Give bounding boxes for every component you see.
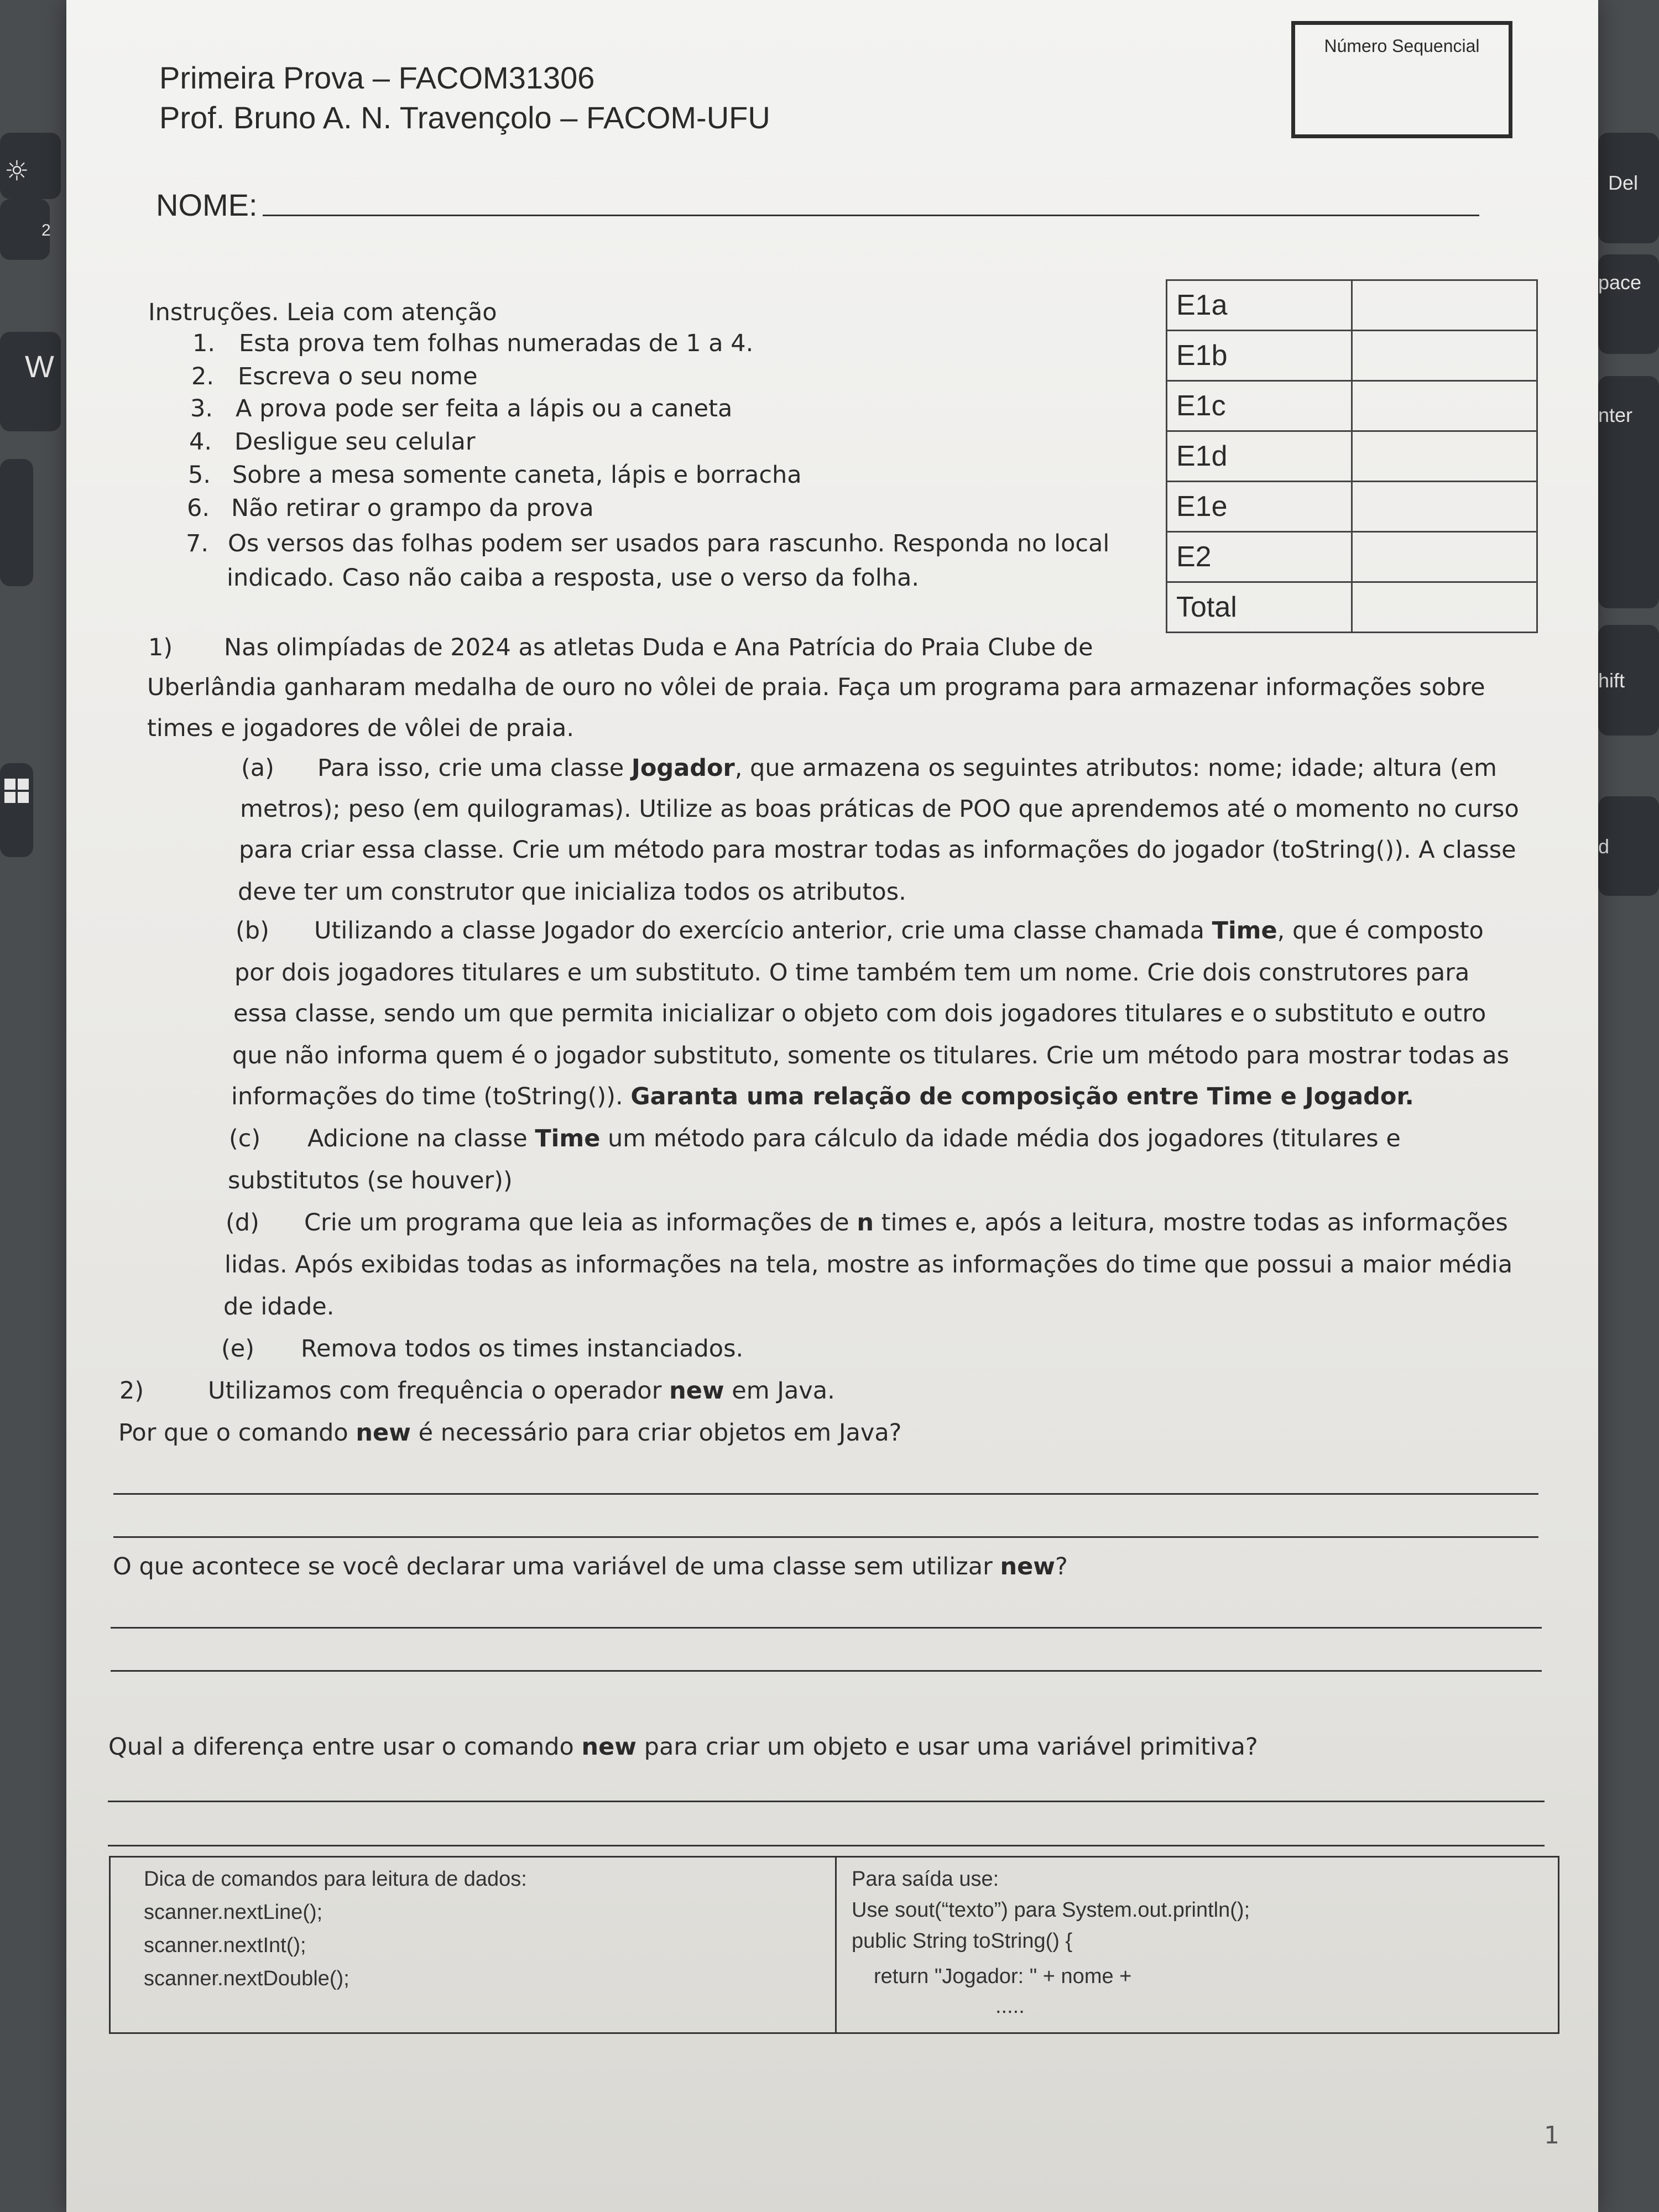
grade-row: [1167, 582, 1537, 633]
instruction-num: 4.: [189, 428, 212, 456]
instruction-text: Esta prova tem folhas numeradas de 1 a 4.: [239, 330, 754, 357]
hint-box: [109, 1856, 1559, 2034]
sequence-number-box[interactable]: [1291, 21, 1512, 138]
windows-icon: [4, 779, 30, 809]
key-label-2: 2: [41, 221, 51, 239]
q1b-line: essa classe, sendo um que permita inicializar o objeto com dois jogadores titulares e o substituto e outro: [233, 1000, 1486, 1027]
q1c-line: substitutos (se houver)): [228, 1167, 513, 1194]
keyboard-right-key: [1598, 376, 1659, 608]
hint-right-line: .....: [995, 1995, 1025, 2018]
instruction-text: Desligue seu celular: [234, 428, 476, 456]
q1-number: 1): [148, 634, 173, 661]
grade-row: [1167, 532, 1537, 582]
name-field[interactable]: [263, 215, 1479, 216]
grade-row: [1167, 431, 1537, 482]
q1d-line: lidas. Após exibidas todas as informações na tela, mostre as informações do time que possui a maior média: [225, 1251, 1513, 1279]
grade-label: E2: [1167, 532, 1352, 582]
keyboard-right-key: [1598, 133, 1659, 243]
hint-left-line: scanner.nextLine();: [144, 1901, 323, 1924]
key-label-del: Del: [1608, 171, 1639, 194]
q1d-tag: (d): [226, 1209, 259, 1237]
answer-line[interactable]: [111, 1627, 1542, 1629]
grade-cell[interactable]: [1352, 280, 1537, 331]
q1c-tag: (c): [229, 1125, 261, 1152]
grade-cell[interactable]: [1352, 582, 1537, 633]
grade-label: E1d: [1167, 431, 1352, 482]
grade-label: E1c: [1167, 381, 1352, 431]
q2-question: Por que o comando new é necessário para criar objetos em Java?: [118, 1419, 902, 1447]
q1a-line: para criar essa classe. Crie um método para mostrar todas as informações do jogador (toString()). A classe: [239, 836, 1516, 864]
q1b-tag: (b): [236, 917, 269, 945]
key-label-enter: nter: [1598, 404, 1633, 426]
keyboard-left-key: [0, 763, 33, 857]
hint-right-line: Use sout(“texto”) para System.out.println();: [852, 1898, 1250, 1922]
grade-cell[interactable]: [1352, 331, 1537, 381]
professor-line: Prof. Bruno A. N. Travençolo – FACOM-UFU: [159, 100, 770, 135]
q2-question: O que acontece se você declarar uma variável de uma classe sem utilizar new?: [113, 1553, 1068, 1580]
keyboard-left-key: [0, 332, 61, 431]
instruction-num: 7.: [186, 530, 209, 557]
instruction-text: Escreva o seu nome: [238, 363, 478, 390]
q1a-line: metros); peso (em quilogramas). Utilize as boas práticas de POO que aprendemos até o momento no curso: [240, 795, 1519, 823]
grade-cell[interactable]: [1352, 381, 1537, 431]
keyboard-right-key: [1598, 625, 1659, 735]
instruction-num: 6.: [187, 494, 210, 522]
q1d-line: de idade.: [223, 1293, 335, 1321]
q1b-line: que não informa quem é o jogador substituto, somente os titulares. Crie um método para mostrar todas as: [232, 1042, 1510, 1070]
q2-question: Qual a diferença entre usar o comando new para criar um objeto e usar uma variável primitiva?: [108, 1733, 1258, 1761]
grade-cell[interactable]: [1352, 532, 1537, 582]
answer-line[interactable]: [111, 1670, 1542, 1672]
hint-right-title: Para saída use:: [852, 1867, 999, 1891]
sun-icon: ☼: [4, 155, 29, 187]
hint-left-line: scanner.nextInt();: [144, 1934, 306, 1957]
grade-row: [1167, 331, 1537, 381]
grade-row: [1167, 482, 1537, 532]
q1b-line: por dois jogadores titulares e um substituto. O time também tem um nome. Crie dois construtores para: [234, 959, 1470, 987]
q1a-line: Para isso, crie uma classe Jogador, que armazena os seguintes atributos: nome; idade; altura (em: [317, 754, 1497, 782]
grade-cell[interactable]: [1352, 482, 1537, 532]
grade-label: E1e: [1167, 482, 1352, 532]
grade-row: [1167, 381, 1537, 431]
keyboard-right-key: [1598, 796, 1659, 896]
instruction-text: Sobre a mesa somente caneta, lápis e borracha: [232, 461, 802, 489]
q1-line: Nas olimpíadas de 2024 as atletas Duda e Ana Patrícia do Praia Clube de: [224, 634, 1093, 661]
instruction-num: 1.: [192, 330, 216, 357]
q1-line: times e jogadores de vôlei de praia.: [147, 714, 575, 742]
exam-title: Primeira Prova – FACOM31306: [159, 60, 595, 95]
hint-divider: [835, 1858, 837, 2032]
q2-number: 2): [119, 1377, 144, 1405]
instruction-text: A prova pode ser feita a lápis ou a caneta: [236, 395, 733, 422]
answer-line[interactable]: [108, 1845, 1545, 1846]
hint-left-line: scanner.nextDouble();: [144, 1967, 349, 1990]
key-label-shift: hift: [1598, 669, 1625, 692]
answer-line[interactable]: [113, 1536, 1538, 1538]
key-label-space: pace: [1598, 271, 1642, 294]
keyboard-left-key: [0, 199, 50, 260]
hint-right-line: public String toString() {: [852, 1929, 1073, 1953]
answer-line[interactable]: [108, 1801, 1545, 1802]
sequence-number-label: Número Sequencial: [1324, 36, 1480, 56]
key-label-d: d: [1598, 835, 1610, 858]
page-number: 1: [1544, 2121, 1559, 2150]
grade-label: E1b: [1167, 331, 1352, 381]
q1-line: Uberlândia ganharam medalha de ouro no vôlei de praia. Faça um programa para armazenar informações sobre: [147, 674, 1485, 701]
instructions-title: Instruções. Leia com atenção: [148, 299, 497, 326]
q1b-line: informações do time (toString()). Garanta uma relação de composição entre Time e Jogador.: [231, 1083, 1414, 1110]
instruction-num: 5.: [188, 461, 211, 489]
instruction-text: Os versos das folhas podem ser usados para rascunho. Responda no local: [228, 530, 1110, 557]
name-label: NOME:: [156, 187, 258, 222]
q1a-line: deve ter um construtor que inicializa todos os atributos.: [238, 878, 906, 906]
instruction-text-cont: indicado. Caso não caiba a resposta, use o verso da folha.: [227, 564, 920, 592]
answer-line[interactable]: [113, 1493, 1538, 1495]
q1a-tag: (a): [241, 754, 274, 782]
q1b-line: Utilizando a classe Jogador do exercício anterior, crie uma classe chamada Time, que é composto: [314, 917, 1484, 945]
exam-sheet: [66, 0, 1598, 2212]
q1e-tag: (e): [221, 1335, 255, 1363]
keyboard-right-key: [1598, 254, 1659, 354]
grade-table: [1166, 279, 1538, 633]
q2-intro: Utilizamos com frequência o operador new em Java.: [208, 1377, 835, 1405]
q1e-line: Remova todos os times instanciados.: [301, 1335, 744, 1363]
keyboard-left-key: [0, 459, 33, 586]
q1c-line: Adicione na classe Time um método para cálculo da idade média dos jogadores (titulares e: [307, 1125, 1401, 1152]
grade-row: [1167, 280, 1537, 331]
grade-label: Total: [1167, 582, 1352, 633]
hint-right-line: return "Jogador: " + nome +: [874, 1965, 1132, 1988]
grade-cell[interactable]: [1352, 431, 1537, 482]
instruction-num: 2.: [191, 363, 215, 390]
instruction-num: 3.: [190, 395, 213, 422]
q1d-line: Crie um programa que leia as informações de n times e, após a leitura, mostre todas as informações: [304, 1209, 1508, 1237]
instruction-text: Não retirar o grampo da prova: [231, 494, 594, 522]
key-label-w: W: [25, 349, 54, 384]
hint-left-title: Dica de comandos para leitura de dados:: [144, 1867, 527, 1891]
grade-label: E1a: [1167, 280, 1352, 331]
